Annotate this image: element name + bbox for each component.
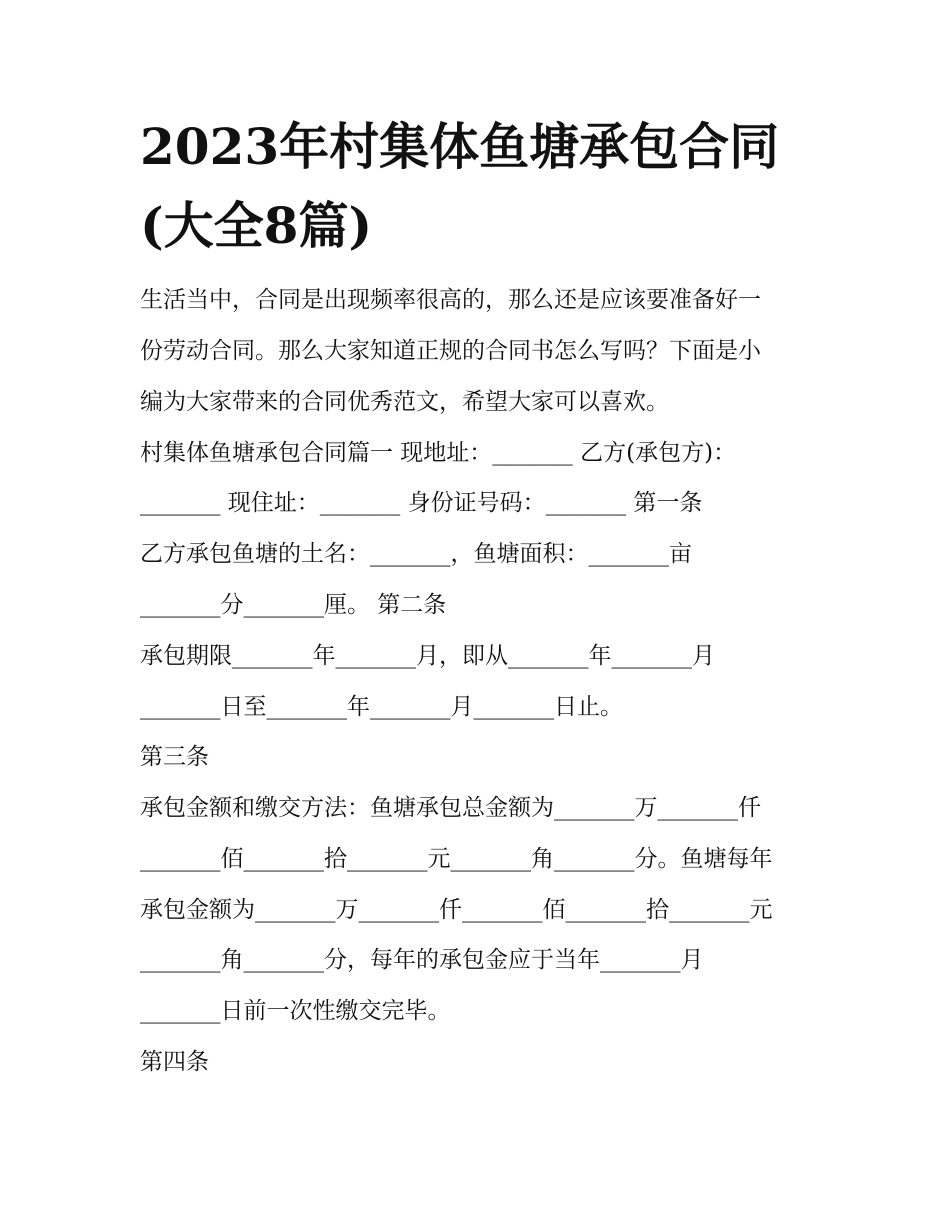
contract-line-8: _______佰_______拾_______元_______角_______分。鱼塘每年 — [140, 846, 773, 872]
contract-line-1: 村集体鱼塘承包合同篇一 现地址：_______ 乙方(承包方)： — [140, 440, 737, 466]
article-three-heading: 第三条 — [140, 744, 209, 770]
intro-line-1: 生活当中，合同是出现频率很高的，那么还是应该要准备好一 — [140, 287, 761, 313]
contract-line-7: 承包金额和缴交方法：鱼塘承包总金额为_______万_______仟 — [140, 795, 761, 821]
article-four-heading: 第四条 — [140, 1049, 209, 1075]
document-title-line-1: 2023年村集体鱼塘承包合同 — [140, 117, 780, 176]
intro-line-3: 编为大家带来的合同优秀范文，希望大家可以喜欢。 — [140, 389, 669, 415]
contract-line-2: _______ 现住址：_______ 身份证号码：_______ 第一条 — [140, 490, 703, 516]
contract-line-9: 承包金额为_______万_______仟_______佰_______拾_______元 — [140, 897, 773, 923]
contract-line-11: _______日前一次性缴交完毕。 — [140, 998, 451, 1024]
contract-line-4: _______分_______厘。 第二条 — [140, 592, 447, 618]
contract-line-3: 乙方承包鱼塘的土名：_______，鱼塘面积：_______亩 — [140, 541, 692, 567]
intro-line-2: 份劳动合同。那么大家知道正规的合同书怎么写吗？下面是小 — [140, 338, 761, 364]
contract-line-6: _______日至_______年_______月_______日止。 — [140, 694, 623, 720]
document-title-line-2: (大全8篇) — [140, 196, 373, 255]
contract-line-5: 承包期限_______年_______月，即从_______年_______月 — [140, 643, 715, 669]
contract-line-10: _______角_______分，每年的承包金应于当年_______月 — [140, 947, 704, 973]
